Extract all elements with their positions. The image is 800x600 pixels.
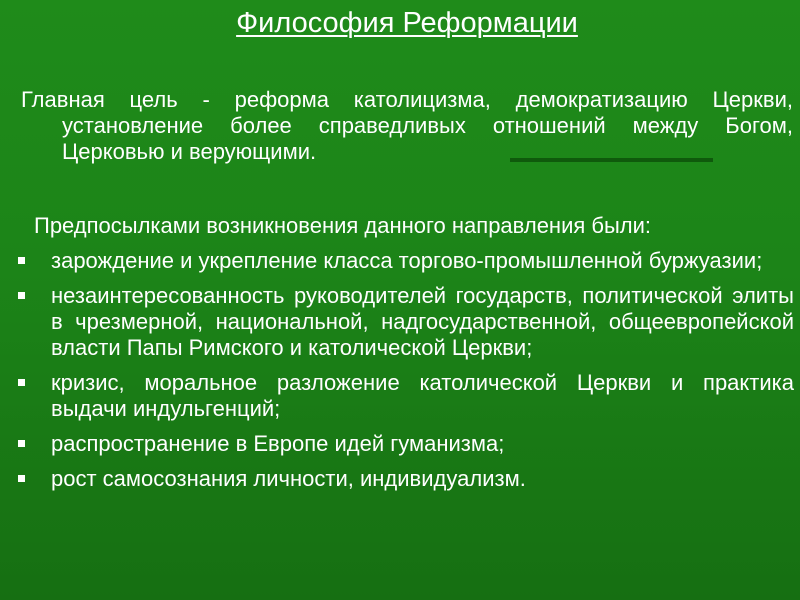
prerequisites-heading: Предпосылками возникновения данного направления были: bbox=[34, 213, 652, 238]
main-goal-paragraph: Главная цель - реформа католицизма, демократизацию Церкви, установление более справедливых отношений между Богом, Церковью и верующими. bbox=[21, 87, 793, 164]
list-item bbox=[18, 466, 794, 492]
list-item-text: рост самосознания личности, индивидуализм. bbox=[51, 466, 526, 491]
list-item bbox=[18, 431, 794, 457]
list-item-text: распространение в Европе идей гуманизма; bbox=[51, 431, 505, 456]
slide-title: Философия Реформации bbox=[236, 7, 578, 39]
list-item bbox=[18, 370, 794, 422]
square-bullet-icon bbox=[18, 475, 25, 482]
list-item-text: незаинтересованность руководителей государств, политической элиты в чрезмерной, национальной, надгосударственной, общеевропейской власти Папы Римского и католической Церкви; bbox=[51, 283, 794, 360]
prerequisites-list bbox=[18, 248, 794, 501]
list-item-text: зарождение и укрепление класса торгово-промышленной буржуазии; bbox=[51, 248, 763, 273]
list-item bbox=[18, 283, 794, 361]
list-item-text: кризис, моральное разложение католической Церкви и практика выдачи индульгенций; bbox=[51, 370, 794, 421]
decorative-divider-line bbox=[510, 158, 713, 162]
square-bullet-icon bbox=[18, 379, 25, 386]
list-item bbox=[18, 248, 794, 274]
square-bullet-icon bbox=[18, 257, 25, 264]
square-bullet-icon bbox=[18, 440, 25, 447]
square-bullet-icon bbox=[18, 292, 25, 299]
